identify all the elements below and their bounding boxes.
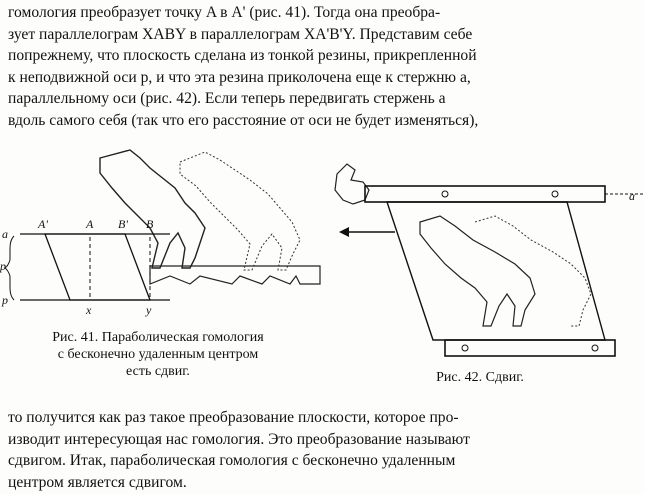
sheared-horse-on-sheet-icon bbox=[475, 216, 591, 326]
label-y: y bbox=[146, 303, 152, 317]
paragraph-bottom bbox=[8, 407, 638, 493]
hand-icon bbox=[335, 164, 369, 204]
sheared-horse-silhouette-icon bbox=[180, 152, 300, 270]
distance-brace bbox=[5, 236, 14, 300]
nail-icon bbox=[552, 191, 558, 197]
text-line: к неподвижной оси p, и что эта резина приколочена еще к стержню a, bbox=[8, 68, 471, 86]
text-line: гомология преобразует точку A в A' (рис. 41). Тогда она преобра- bbox=[8, 4, 441, 21]
figure-42-caption: Рис. 42. Сдвиг. bbox=[436, 370, 524, 385]
parallelogram-xaby bbox=[90, 234, 150, 300]
text-line: вдоль самого себя (так что его расстояние от оси не будет изменяться), bbox=[8, 111, 479, 129]
text-line: то получится как раз такое преобразование плоскости, которое про- bbox=[8, 409, 459, 426]
text-line: попрежнему, что плоскость сделана из тонкой резины, прикрепленной bbox=[8, 47, 477, 65]
text-line: параллельному оси (рис. 42). Если теперь передвигать стержень a bbox=[8, 90, 446, 108]
label-b: B bbox=[146, 217, 154, 231]
figure-42 bbox=[325, 160, 645, 370]
text-line: сдвигом. Итак, параболическая гомология с бесконечно удаленным bbox=[8, 452, 456, 470]
horse-on-sheet-icon bbox=[420, 216, 535, 326]
nail-icon bbox=[462, 345, 468, 351]
label-b-prime: B' bbox=[118, 217, 128, 231]
label-a: A bbox=[86, 217, 94, 231]
caption-line: Рис. 41. Параболическая гомология bbox=[52, 330, 264, 345]
figure-41 bbox=[0, 148, 330, 318]
paragraph-top bbox=[8, 2, 638, 132]
caption-line: есть сдвиг. bbox=[126, 364, 190, 379]
arrow-head-icon bbox=[339, 227, 349, 237]
text-line: центром является сдвигом. bbox=[8, 473, 187, 491]
label-distance: p bbox=[0, 259, 6, 273]
label-line-p: p bbox=[2, 293, 8, 307]
figure-41-caption bbox=[2, 329, 314, 380]
rod-a bbox=[365, 186, 605, 202]
text-line: изводит интересующая нас гомология. Это преобразование называют bbox=[8, 430, 470, 448]
horse-silhouette-icon bbox=[100, 150, 205, 268]
nail-icon bbox=[442, 191, 448, 197]
label-line-a: a bbox=[2, 227, 8, 241]
nail-icon bbox=[592, 345, 598, 351]
caption-line: с бесконечно удаленным центром bbox=[57, 347, 259, 362]
label-a-prime: A' bbox=[38, 217, 48, 231]
axis-p bbox=[445, 340, 615, 356]
parallelogram-xa-b-y bbox=[45, 234, 150, 300]
text-line: зует параллелограм XABY в параллелограм XA'B'Y. Представим себе bbox=[8, 25, 473, 43]
ground-strip bbox=[150, 266, 320, 284]
label-rod-a: a bbox=[629, 189, 635, 203]
label-x: x bbox=[86, 303, 92, 317]
